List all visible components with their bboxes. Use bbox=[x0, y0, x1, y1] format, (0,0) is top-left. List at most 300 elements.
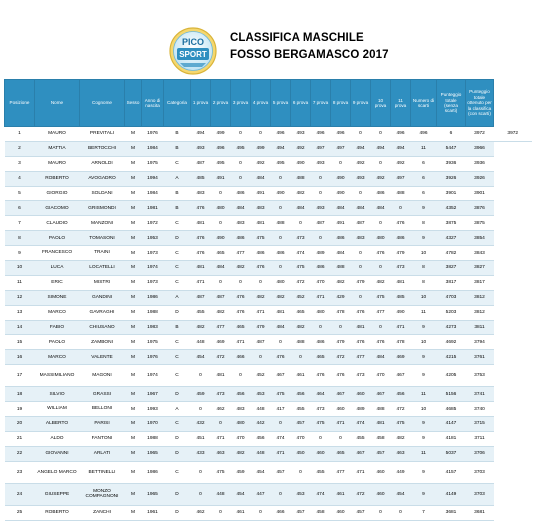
table-cell: 0 bbox=[191, 483, 211, 505]
table-cell: 471 bbox=[391, 320, 411, 335]
table-cell: 22 bbox=[5, 446, 35, 461]
column-header: 9 prova bbox=[351, 80, 371, 127]
column-header: Nome bbox=[35, 80, 80, 127]
table-cell: 482 bbox=[191, 320, 211, 335]
table-cell: 0 bbox=[351, 261, 371, 276]
table-cell: C bbox=[164, 261, 191, 276]
column-header: 4 prova bbox=[251, 80, 271, 127]
table-cell: ANGELO MARCO bbox=[35, 461, 80, 483]
table-cell: 17 bbox=[5, 365, 35, 387]
table-cell: M bbox=[125, 305, 142, 320]
table-cell: 11 bbox=[411, 387, 437, 402]
table-cell: M bbox=[125, 350, 142, 365]
table-cell: 494 bbox=[371, 141, 391, 156]
table-cell: 461 bbox=[291, 365, 311, 387]
table-cell: 0 bbox=[271, 231, 291, 246]
table-cell: 457 bbox=[291, 417, 311, 432]
table-cell: 489 bbox=[351, 402, 371, 417]
column-header: Punteggio totale (senza scarti) bbox=[437, 80, 466, 127]
table-cell: 484 bbox=[371, 350, 391, 365]
table-cell: 3876 bbox=[466, 201, 494, 216]
table-cell: A bbox=[164, 402, 191, 417]
table-cell: 0 bbox=[231, 127, 251, 142]
column-header: 8 prova bbox=[331, 80, 351, 127]
table-cell: 1970 bbox=[142, 417, 164, 432]
title-line-1: CLASSIFICA MASCHILE bbox=[230, 32, 364, 44]
table-cell: 4181 bbox=[437, 431, 466, 446]
table-cell: 3740 bbox=[466, 402, 494, 417]
table-cell: C bbox=[164, 365, 191, 387]
table-cell: 6 bbox=[437, 127, 466, 142]
table-row bbox=[5, 505, 533, 520]
table-cell: 0 bbox=[351, 246, 371, 261]
table-cell: 0 bbox=[351, 127, 371, 142]
table-cell: 490 bbox=[331, 186, 351, 201]
table-cell: 482 bbox=[251, 290, 271, 305]
table-cell: 480 bbox=[311, 305, 331, 320]
table-cell: 496 bbox=[311, 127, 331, 142]
table-cell: 1976 bbox=[142, 350, 164, 365]
table-cell: 476 bbox=[371, 335, 391, 350]
table-cell: 6 bbox=[5, 201, 35, 216]
table-cell: 0 bbox=[231, 275, 251, 290]
table-cell: 494 bbox=[191, 127, 211, 142]
table-cell: 9 bbox=[411, 431, 437, 446]
table-cell: 1994 bbox=[142, 171, 164, 186]
ranking-table-container bbox=[4, 79, 532, 521]
table-cell: 429 bbox=[331, 290, 351, 305]
column-header: Sesso bbox=[125, 80, 142, 127]
table-cell: 3926 bbox=[437, 171, 466, 186]
table-cell: 3936 bbox=[466, 156, 494, 171]
table-cell: 1965 bbox=[142, 446, 164, 461]
table-cell: 9 bbox=[411, 483, 437, 505]
table-cell: 0 bbox=[351, 290, 371, 305]
table-cell: M bbox=[125, 483, 142, 505]
table-cell: 479 bbox=[251, 320, 271, 335]
table-cell: PARISI bbox=[80, 417, 125, 432]
table-cell: M bbox=[125, 320, 142, 335]
table-cell: 490 bbox=[211, 231, 231, 246]
table-row bbox=[5, 350, 533, 365]
table-cell: 487 bbox=[191, 290, 211, 305]
table-cell: 1988 bbox=[142, 305, 164, 320]
table-cell: 0 bbox=[371, 505, 391, 520]
table-cell: 6 bbox=[411, 156, 437, 171]
table-row bbox=[5, 201, 533, 216]
table-cell: 472 bbox=[331, 350, 351, 365]
table-cell: B bbox=[164, 127, 191, 142]
table-cell: 18 bbox=[5, 387, 35, 402]
column-header: 2 prova bbox=[211, 80, 231, 127]
table-cell: 475 bbox=[311, 417, 331, 432]
table-cell: ROBERTO bbox=[35, 505, 80, 520]
column-header: Numero di scarti bbox=[411, 80, 437, 127]
table-cell: 482 bbox=[231, 261, 251, 276]
table-cell: C bbox=[164, 335, 191, 350]
table-cell: 0 bbox=[271, 201, 291, 216]
table-cell: 477 bbox=[231, 246, 251, 261]
table-cell: 4352 bbox=[437, 201, 466, 216]
table-cell: 3812 bbox=[466, 290, 494, 305]
table-cell: 492 bbox=[251, 156, 271, 171]
table-cell: 465 bbox=[211, 246, 231, 261]
table-row bbox=[5, 335, 533, 350]
table-cell: D bbox=[164, 446, 191, 461]
table-cell: 473 bbox=[211, 387, 231, 402]
table-cell: 20 bbox=[5, 417, 35, 432]
table-cell: 9 bbox=[411, 320, 437, 335]
table-cell: 474 bbox=[291, 246, 311, 261]
table-cell: FABIO bbox=[35, 320, 80, 335]
table-cell: M bbox=[125, 216, 142, 231]
table-cell: M bbox=[125, 261, 142, 276]
table-cell: WILLIAM bbox=[35, 402, 80, 417]
table-cell: MONZO COMPAGNONI bbox=[80, 483, 125, 505]
table-cell: PAOLO bbox=[35, 231, 80, 246]
table-cell: 3811 bbox=[466, 320, 494, 335]
table-cell: 462 bbox=[211, 402, 231, 417]
table-cell: 478 bbox=[331, 305, 351, 320]
table-cell: 0 bbox=[251, 350, 271, 365]
table-cell: 474 bbox=[351, 417, 371, 432]
table-cell: PREVITALI bbox=[80, 127, 125, 142]
table-cell: 453 bbox=[291, 483, 311, 505]
table-cell: 4149 bbox=[437, 483, 466, 505]
table-cell: 455 bbox=[311, 461, 331, 483]
table-cell: 484 bbox=[251, 171, 271, 186]
table-cell: 478 bbox=[391, 335, 411, 350]
table-cell: 492 bbox=[351, 156, 371, 171]
table-cell: 491 bbox=[211, 171, 231, 186]
table-cell: 454 bbox=[251, 461, 271, 483]
table-cell: 3854 bbox=[466, 231, 494, 246]
table-cell: C bbox=[164, 246, 191, 261]
table-cell: 9 bbox=[411, 417, 437, 432]
table-cell: 460 bbox=[331, 402, 351, 417]
table-cell: PAOLO bbox=[35, 335, 80, 350]
table-cell: 0 bbox=[391, 201, 411, 216]
table-cell: 9 bbox=[411, 350, 437, 365]
table-cell: 454 bbox=[391, 483, 411, 505]
table-cell: 5203 bbox=[437, 305, 466, 320]
table-cell: 4 bbox=[5, 171, 35, 186]
table-cell: 3817 bbox=[437, 275, 466, 290]
column-header: 1 prova bbox=[191, 80, 211, 127]
table-row bbox=[5, 461, 533, 483]
table-cell: D bbox=[164, 305, 191, 320]
table-cell: 452 bbox=[291, 290, 311, 305]
table-cell: GIUSEPPE bbox=[35, 483, 80, 505]
table-cell: 475 bbox=[291, 261, 311, 276]
table-cell: 465 bbox=[231, 320, 251, 335]
table-cell: 457 bbox=[351, 505, 371, 520]
table-cell: 496 bbox=[411, 127, 437, 142]
table-cell: 0 bbox=[391, 505, 411, 520]
table-cell: ZAMBONI bbox=[80, 335, 125, 350]
table-cell: TRAINI bbox=[80, 246, 125, 261]
table-header-row bbox=[5, 80, 533, 127]
table-cell: 477 bbox=[371, 305, 391, 320]
table-cell: 490 bbox=[271, 186, 291, 201]
table-cell: 3827 bbox=[437, 261, 466, 276]
table-cell: M bbox=[125, 417, 142, 432]
table-cell: MAURO bbox=[35, 127, 80, 142]
table-cell: 1974 bbox=[142, 261, 164, 276]
table-cell: 481 bbox=[251, 216, 271, 231]
table-cell: ROBERTO bbox=[35, 171, 80, 186]
table-cell: 481 bbox=[351, 320, 371, 335]
column-header: Cognome bbox=[80, 80, 125, 127]
table-cell: ERIC bbox=[35, 275, 80, 290]
table-cell: 490 bbox=[331, 171, 351, 186]
table-cell: 460 bbox=[371, 483, 391, 505]
table-cell: 0 bbox=[191, 461, 211, 483]
table-row bbox=[5, 156, 533, 171]
table-cell: 451 bbox=[191, 431, 211, 446]
table-cell: 3972 bbox=[494, 127, 533, 142]
table-cell: 481 bbox=[211, 365, 231, 387]
table-cell: 493 bbox=[351, 171, 371, 186]
table-cell: 4782 bbox=[437, 246, 466, 261]
table-cell: MAGONI bbox=[80, 365, 125, 387]
table-cell: 0 bbox=[331, 431, 351, 446]
table-cell: C bbox=[164, 275, 191, 290]
table-cell: 0 bbox=[311, 231, 331, 246]
table-cell: 3843 bbox=[466, 246, 494, 261]
table-cell: 487 bbox=[191, 156, 211, 171]
table-cell: AVOGADRO bbox=[80, 171, 125, 186]
table-cell: 461 bbox=[331, 483, 351, 505]
table-cell: 476 bbox=[331, 365, 351, 387]
logo-text-bottom: SPORT bbox=[179, 50, 207, 59]
table-cell: 470 bbox=[371, 365, 391, 387]
column-header: Posizione bbox=[5, 80, 35, 127]
table-cell: 3706 bbox=[466, 446, 494, 461]
table-cell: 4703 bbox=[437, 290, 466, 305]
table-cell: 474 bbox=[311, 483, 331, 505]
table-cell: A bbox=[164, 290, 191, 305]
table-row bbox=[5, 305, 533, 320]
table-cell: 471 bbox=[271, 446, 291, 461]
table-cell: M bbox=[125, 275, 142, 290]
table-cell: 16 bbox=[5, 350, 35, 365]
table-cell: 1972 bbox=[142, 216, 164, 231]
table-cell: 1988 bbox=[142, 431, 164, 446]
table-cell: 7 bbox=[5, 216, 35, 231]
table-cell: 482 bbox=[371, 275, 391, 290]
table-cell: 12 bbox=[5, 290, 35, 305]
table-cell: 476 bbox=[271, 350, 291, 365]
table-cell: 496 bbox=[391, 127, 411, 142]
table-cell: 467 bbox=[391, 365, 411, 387]
table-cell: 1975 bbox=[142, 156, 164, 171]
table-row bbox=[5, 246, 533, 261]
table-cell: FRANCESCO bbox=[35, 246, 80, 261]
table-cell: 463 bbox=[391, 446, 411, 461]
table-cell: C bbox=[164, 350, 191, 365]
table-cell: 3794 bbox=[466, 335, 494, 350]
table-cell: 0 bbox=[311, 171, 331, 186]
table-cell: 486 bbox=[311, 261, 331, 276]
table-cell: 14 bbox=[5, 320, 35, 335]
table-cell: 5 bbox=[5, 186, 35, 201]
table-cell: 0 bbox=[231, 156, 251, 171]
table-cell: 471 bbox=[311, 290, 331, 305]
table-cell: 9 bbox=[411, 461, 437, 483]
table-cell: C bbox=[164, 417, 191, 432]
table-cell: 23 bbox=[5, 461, 35, 483]
table-cell: 470 bbox=[311, 275, 331, 290]
table-cell: 484 bbox=[291, 201, 311, 216]
table-cell: 449 bbox=[391, 461, 411, 483]
table-cell: 8 bbox=[411, 261, 437, 276]
table-cell: 476 bbox=[191, 231, 211, 246]
table-cell: 487 bbox=[311, 216, 331, 231]
table-cell: 0 bbox=[231, 365, 251, 387]
table-cell: 488 bbox=[371, 402, 391, 417]
table-cell: MATTIA bbox=[35, 141, 80, 156]
table-cell: 471 bbox=[331, 417, 351, 432]
table-cell: 486 bbox=[231, 231, 251, 246]
table-cell: 460 bbox=[331, 505, 351, 520]
table-cell: C bbox=[164, 156, 191, 171]
table-cell: 476 bbox=[191, 201, 211, 216]
table-row bbox=[5, 141, 533, 156]
table-cell: 486 bbox=[331, 231, 351, 246]
table-cell: 486 bbox=[251, 246, 271, 261]
table-cell: 4205 bbox=[437, 365, 466, 387]
table-cell: ALBERTO bbox=[35, 417, 80, 432]
table-cell: 0 bbox=[211, 186, 231, 201]
table-cell: MANZONI bbox=[80, 216, 125, 231]
table-cell: B bbox=[164, 186, 191, 201]
table-body bbox=[5, 127, 533, 521]
table-cell: M bbox=[125, 201, 142, 216]
table-cell: 488 bbox=[271, 216, 291, 231]
table-cell: 0 bbox=[211, 216, 231, 231]
table-cell: 490 bbox=[391, 305, 411, 320]
table-cell: 492 bbox=[371, 171, 391, 186]
table-cell: 482 bbox=[271, 290, 291, 305]
table-cell: B bbox=[164, 201, 191, 216]
table-cell: SIMONE bbox=[35, 290, 80, 305]
table-cell: MAURO bbox=[35, 156, 80, 171]
table-cell: 0 bbox=[371, 127, 391, 142]
table-cell: SOLDANI bbox=[80, 186, 125, 201]
table-cell: 492 bbox=[391, 156, 411, 171]
table-cell: 469 bbox=[391, 350, 411, 365]
table-cell: 3901 bbox=[466, 186, 494, 201]
table-cell: 484 bbox=[211, 261, 231, 276]
table-cell: 493 bbox=[311, 156, 331, 171]
table-cell: 456 bbox=[291, 387, 311, 402]
table-cell: 433 bbox=[191, 446, 211, 461]
table-cell: 3703 bbox=[466, 461, 494, 483]
table-cell: 483 bbox=[351, 231, 371, 246]
table-cell: TOMASONI bbox=[80, 231, 125, 246]
table-cell: LOCATELLI bbox=[80, 261, 125, 276]
table-cell: 1973 bbox=[142, 275, 164, 290]
table-cell: 6 bbox=[411, 186, 437, 201]
table-cell: 453 bbox=[251, 387, 271, 402]
table-cell: 484 bbox=[271, 320, 291, 335]
table-cell: 458 bbox=[371, 431, 391, 446]
table-cell: 9 bbox=[411, 365, 437, 387]
table-cell: 488 bbox=[331, 261, 351, 276]
table-cell: 476 bbox=[351, 335, 371, 350]
table-cell: M bbox=[125, 505, 142, 520]
table-cell: 493 bbox=[191, 141, 211, 156]
table-cell: 488 bbox=[291, 335, 311, 350]
table-cell: MARCO bbox=[35, 350, 80, 365]
table-cell: 456 bbox=[231, 387, 251, 402]
table-cell: 3681 bbox=[437, 505, 466, 520]
table-cell: 0 bbox=[291, 216, 311, 231]
table-cell: 454 bbox=[231, 483, 251, 505]
table-cell: M bbox=[125, 171, 142, 186]
table-cell: 466 bbox=[271, 505, 291, 520]
table-cell: 497 bbox=[331, 141, 351, 156]
table-cell: 471 bbox=[351, 461, 371, 483]
table-cell: 486 bbox=[271, 246, 291, 261]
table-cell: 10 bbox=[411, 335, 437, 350]
table-cell: 481 bbox=[191, 261, 211, 276]
table-cell: 1981 bbox=[142, 201, 164, 216]
table-cell: 487 bbox=[251, 335, 271, 350]
table-cell: M bbox=[125, 402, 142, 417]
table-cell: 481 bbox=[191, 216, 211, 231]
table-row bbox=[5, 261, 533, 276]
table-cell: 488 bbox=[291, 171, 311, 186]
table-cell: 4273 bbox=[437, 320, 466, 335]
table-cell: 0 bbox=[291, 461, 311, 483]
table-cell: 472 bbox=[351, 483, 371, 505]
table-cell: 499 bbox=[251, 141, 271, 156]
table-cell: 0 bbox=[251, 127, 271, 142]
table-cell: 499 bbox=[211, 127, 231, 142]
table-cell: CLAUDIO bbox=[35, 216, 80, 231]
table-cell: 491 bbox=[251, 186, 271, 201]
table-cell: 488 bbox=[391, 186, 411, 201]
table-cell: 0 bbox=[231, 171, 251, 186]
column-header: 10 prova bbox=[371, 80, 391, 127]
table-cell: 481 bbox=[271, 305, 291, 320]
table-cell: 480 bbox=[211, 201, 231, 216]
table-cell: 457 bbox=[291, 505, 311, 520]
table-cell: 3703 bbox=[466, 483, 494, 505]
table-cell: 467 bbox=[351, 446, 371, 461]
table-cell: D bbox=[164, 387, 191, 402]
table-cell: GANDINI bbox=[80, 290, 125, 305]
table-cell: 491 bbox=[331, 216, 351, 231]
table-cell: 456 bbox=[251, 431, 271, 446]
table-cell: 4215 bbox=[437, 350, 466, 365]
table-cell: M bbox=[125, 461, 142, 483]
column-header: 5 prova bbox=[271, 80, 291, 127]
table-cell: M bbox=[125, 290, 142, 305]
table-cell: 3715 bbox=[466, 417, 494, 432]
table-row bbox=[5, 231, 533, 246]
table-cell: 474 bbox=[271, 431, 291, 446]
table-cell: 0 bbox=[351, 186, 371, 201]
table-cell: 486 bbox=[371, 186, 391, 201]
table-cell: 24 bbox=[5, 483, 35, 505]
table-cell: FANTONI bbox=[80, 431, 125, 446]
table-cell: GRISMONDI bbox=[80, 201, 125, 216]
table-cell: GIORGIO bbox=[35, 186, 80, 201]
table-cell: D bbox=[164, 483, 191, 505]
